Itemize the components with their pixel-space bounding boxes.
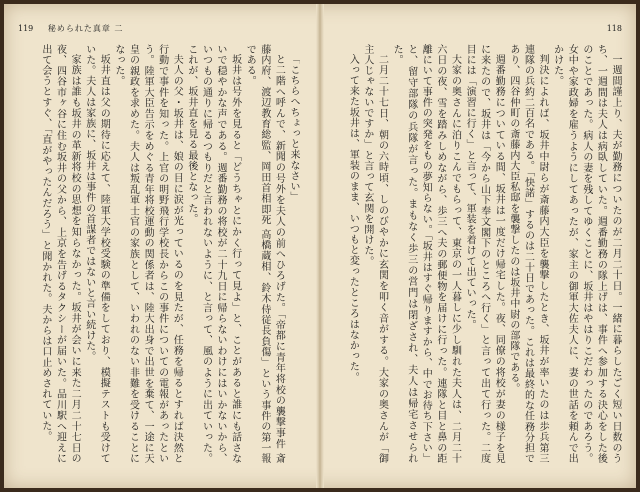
open-book — [4, 4, 636, 488]
book-gutter — [316, 4, 324, 488]
paragraph: 「こちらへちょっと来なさい」 — [288, 54, 299, 203]
paragraph: 二月二十七日、朝の六時頃、しのびやかに玄関を叩く音がする。大家の奥さんが「御主人じゃないですか」と言って玄関を開けた。 — [361, 44, 388, 464]
right-page-header — [607, 24, 622, 34]
paragraph: 一週間謹上り、夫が勤務についたのが二月二十日。一緒に暮らしたごく短い日数のうち、一週間は夫人は病臥していた。週番勤務の隊上げは、事件へ参加する決心をした後のことであった。病人の妻を残してゆくことに、坂井はやはりこだわったのであろう。女中や家政婦を雇うようにしてあったが、家主の御軍大佐夫人に、妻の世話を頼んで出かけた。 — [551, 44, 621, 464]
paragraph: と二階へ呼んで、新聞の号外を夫人の前へひろげた。「帝都に青年将校の襲撃事件 斎藤内府、渡辺教育総監、岡田首相即死 高橋蔵相、鈴木侍従長負傷」という事件の第一報である。 — [244, 44, 285, 464]
left-page — [4, 4, 316, 488]
running-title: 秘められた真章 二 — [47, 24, 124, 33]
right-page-body — [340, 44, 622, 464]
paragraph: 判決によれば、坂井中尉らが斎藤内大臣を襲撃したとき、坂井が率いたのは歩兵第三連隊の兵約二百名である。「快諾」するのは二十日であった。これは最終的な任務分担であり、四谷仲町の斎藤内大臣私邸を襲撃したのは坂井中尉の部隊である。 — [507, 44, 549, 464]
left-page-body — [18, 44, 300, 464]
paragraph: 夫人の父・坂井は、娘の目に涙が光っているのを見たが、任務を帰るとすれば決然と行動で事件を知った。上官の明野飛行学校長からこの事件についての電報があったという。陸軍大臣告示をめぐる青年将校運動の関係者は、陸大出身で出世を棄て、一途に天皇の親政を求めた。夫人は叛乱軍士官の家族として、いわれのない非難を受けることになった。 — [112, 44, 183, 464]
right-page-number: 118 — [606, 24, 622, 33]
paragraph: 坂井は号外を見ると「どうちゃとにかく行って見よ」と、ことがあると誰にも話さないで穏やかな声である。週番勤務の将校が二十九日に帰らないわけにはいかないから、いつもの通りに帰るつもりだと言われないように、と言って、風のように出ていった。これが、坂井直を見る最後となった。 — [185, 44, 241, 464]
left-page-header — [18, 24, 123, 34]
paragraph: 坂井直は父の期待に応えて、陸軍大学校受験の準備をしており、模擬テストも受けていた。夫人は家族に、坂井は事件の首謀者ではないと言い続けた。 — [83, 44, 110, 464]
paragraph: 大家の奥さんに泊りこんでもらって、東京の一人暮しに少し馴れた夫人は、二月二十六日の夜、雪を踏みしめながら、歩三へ夫の郵便物を届けに行った。連隊と目と鼻の距離にいて事件の突発をもの夢知らない。「坂井はすぐ帰りますから、中でお待ち下さい」と、留守部隊の兵隊が言った。まもなく歩三の営門は閉ざされ、夫人は帰宅させられた。 — [391, 44, 461, 464]
left-page-number: 119 — [18, 24, 34, 33]
paragraph: 入って来た坂井は、軍装のまま、いつもと変ったところはなかった。 — [347, 54, 359, 383]
right-page — [324, 4, 636, 488]
paragraph: 家族は誰も坂井の革新将校の思想を知らなかった。坂井が会いに来た二月二十七日の夜、四谷市ヶ谷に住む坂井の父から、上京を告げるタクシーが届いた。品川駅へ迎えに出て会うとすぐ、「直がやったんだろう」と聞かれた。夫からは口止めされていた。 — [39, 44, 81, 464]
paragraph: 週番勤務についている間、坂井は一度だけ帰宅した。夜、同僚の将校が妻の様子を見に来たので、坂井は「今から山下奉文閣下のところへ行く」と言って出て行った。二度目には「演習に行く」と言って、軍装を着けて出ていった。 — [464, 44, 505, 464]
